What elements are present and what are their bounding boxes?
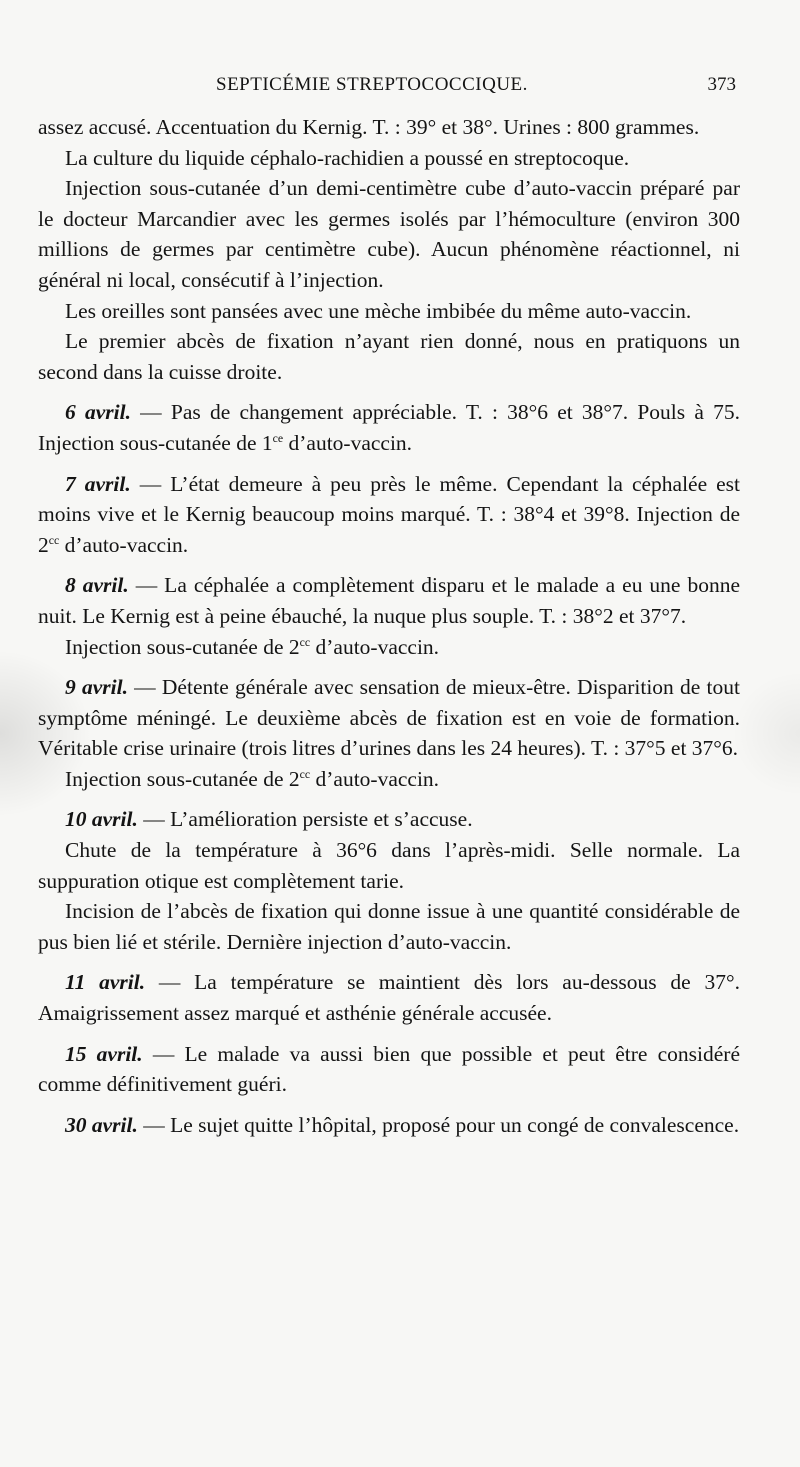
paragraph-ears: Les oreilles sont pansées avec une mèche imbibée du même auto-vaccin. (65, 298, 692, 323)
entry-date: 6 avril. (65, 400, 131, 425)
entry-text: — Le malade va aussi bien que possible et peut être considéré comme définitivement guéri. (38, 1041, 740, 1097)
unit-superscript: cc (299, 766, 311, 781)
entry-text: — Pas de changement appréciable. T. : 38°6 et 38°7. Pouls à 75. Injection sous-cutanée de 1 (38, 400, 740, 455)
entry-9-avril-injection (38, 764, 740, 795)
injection-text: Injection sous-cutanée de 2 (65, 634, 300, 659)
entry-11-avril (38, 967, 740, 1028)
page-header (44, 74, 736, 104)
entry-30-avril (38, 1110, 740, 1141)
running-title: SEPTICÉMIE STREPTOCOCCIQUE. (216, 74, 528, 95)
unit-superscript: cc (48, 532, 60, 547)
paragraph-abscess: Le premier abcès de fixation n’ayant rien donné, nous en pratiquons un second dans la cuisse droite. (38, 329, 740, 384)
body-text (38, 112, 740, 1140)
entry-date: 9 avril. (65, 675, 128, 700)
injection-text: Injection sous-cutanée de 2 (65, 766, 300, 791)
paragraph-injection: Injection sous-cutanée d’un demi-centimètre cube d’auto-vaccin préparé par le docteur Marcandier avec les germes isolés par l’hémoculture (environ 300 millions de germes par centimètre cube). Aucun phénomène réactionnel, ni général ni local, consécutif à l’injection. (38, 176, 740, 292)
entry-15-avril (38, 1039, 740, 1100)
entry-date: 8 avril. (65, 573, 129, 598)
injection-text-end: d’auto-vaccin. (310, 634, 440, 659)
entry-10-avril (38, 804, 740, 835)
entry-date: 11 avril. (65, 970, 146, 995)
paragraph-continued: assez accusé. Accentuation du Kernig. T. : 39° et 38°. Urines : 800 grammes. (38, 115, 700, 139)
entry-6-avril (38, 397, 740, 458)
entry-8-avril-injection (38, 632, 740, 663)
entry-text: — L’amélioration persiste et s’accuse. (137, 807, 473, 832)
entry-date: 10 avril. (65, 807, 138, 832)
entry-9-avril (38, 672, 740, 764)
entry-text-end: d’auto-vaccin. (283, 430, 413, 455)
unit-superscript: ce (272, 430, 284, 445)
page-number: 373 (707, 74, 736, 95)
entry-7-avril (38, 469, 740, 561)
paragraph-culture: La culture du liquide céphalo-rachidien a poussé en streptocoque. (65, 145, 630, 170)
entry-10-avril-temperature: Chute de la température à 36°6 dans l’après-midi. Selle normale. La suppuration otique est complètement tarie. (38, 838, 740, 893)
entry-text: — La température se maintient dès lors au-dessous de 37°. Amaigrissement assez marqué et asthénie générale accusée. (38, 970, 740, 1026)
entry-text: — L’état demeure à peu près le même. Cependant la céphalée est moins vive et le Kernig beaucoup moins marqué. T. : 38°4 et 39°8. Injection de 2 (38, 471, 741, 557)
entry-date: 30 avril. (65, 1112, 138, 1137)
entry-text: — La céphalée a complètement disparu et le malade a eu une bonne nuit. Le Kernig est à peine ébauché, la nuque plus souple. T. : 38°2 et 37°7. (38, 573, 741, 628)
entry-date: 15 avril. (65, 1041, 143, 1066)
entry-8-avril (38, 570, 740, 631)
entry-text: — Le sujet quitte l’hôpital, proposé pour un congé de convalescence. (137, 1112, 740, 1137)
injection-text-end: d’auto-vaccin. (310, 766, 440, 791)
entry-text: — Détente générale avec sensation de mieux-être. Disparition de tout symptôme méningé. Le deuxième abcès de fixation est en voie de formation. Véritable crise urinaire (trois litres d’urines dans les 24 heures). T. : 37°5 et 37°6. (38, 675, 740, 761)
entry-text-end: d’auto-vaccin. (59, 532, 189, 557)
entry-date: 7 avril. (65, 471, 131, 496)
entry-10-avril-incision: Incision de l’abcès de fixation qui donne issue à une quantité considérable de pus bien lié et stérile. Dernière injection d’auto-vaccin. (38, 899, 740, 954)
unit-superscript: cc (299, 634, 311, 649)
